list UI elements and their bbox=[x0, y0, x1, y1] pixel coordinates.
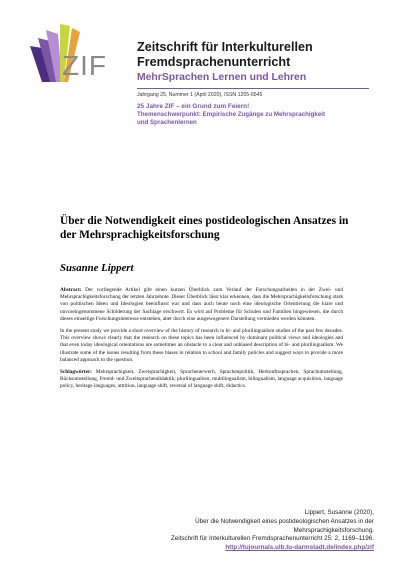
volume-info: Jahrgang 25, Nummer 1 (April 2020), ISSN 1205-6545 bbox=[137, 92, 263, 98]
journal-header bbox=[137, 40, 387, 127]
article-abstract-block bbox=[60, 287, 343, 396]
citation-line-1: Lippert, Susanne (2020), bbox=[304, 509, 374, 516]
citation-block bbox=[44, 509, 374, 553]
abstract-label: Abstract: bbox=[60, 287, 82, 293]
journal-title: Zeitschrift für Interkulturellen Fremdsprachenunterricht bbox=[137, 40, 313, 69]
abstract-english: In the present study we provide a short overview of the history of research in bi- and plurilingualism studies of the past few decades. This overview shows clearly that the research on these topics has been influenced by dominant political views and ideologies and that even today ideological orientations are sometimes an obstacle to a clear and unbiased description of bi- and plurilingualism. We illustrate some of the issues resulting from these biases in relation to school and family policies and suggest ways to provide a more balanced approach to the question. bbox=[60, 328, 343, 363]
abstract-german bbox=[60, 287, 343, 323]
abstract-german-text: Der vorliegende Artikel gibt einen kurzen Überblick zum Verlauf der Forschungsarbeiten in der Zwei- und Mehrsprachigkeitsforschung der letzten Jahrzehnte. Dieser Überblick lässt klar erkennen, dass die Mehrsprachigkeitsforschung stark von politischen Ideen und Ideologien beeinflusst war und dass auch heute noch eine ideologische Orientierung die klare und unvoreingenommene Schilderung der Sachlage erschwert. Es wird auf Probleme für Schulen und Familien hingewiesen, die durch dieses einseitige Forschungsinteresse entstehen, aber durch eine ausgewogenere Darstellung vermieden werden könnten. bbox=[60, 287, 343, 322]
article-author: Susanne Lippert bbox=[60, 262, 134, 274]
keywords-label: Schlagwörter: bbox=[60, 369, 93, 376]
citation-line-2: Über die Notwendigkeit eines postideologischen Ansatzes in der bbox=[195, 517, 374, 525]
theme-line: Themenschwerpunkt: Empirische Zugänge zu Mehrsprachigkeit und Sprachenlernen bbox=[137, 111, 326, 126]
journal-link[interactable]: http://tujournals.ulb.tu-darmstadt.de/index.php/zif bbox=[225, 544, 374, 552]
keywords-text: Mehrsprachigkeit, Zweisprachigkeit, Sprachenerwerb, Sprachenpolitik, Herkunftssprachen, Sprachumstellung, Rücksumstellung, Fremd- und Zweitsprachendidaktik; plurilingualism, multilingualism, bilingualism, language acquisition, language policy, heritage languages, attrition, language shift, reversal of language shift, didactics. bbox=[60, 369, 344, 390]
journal-subtitle: MehrSprachen Lernen und Lehren bbox=[137, 72, 307, 83]
zif-logo-text: ZIF bbox=[62, 50, 107, 81]
keywords bbox=[60, 369, 343, 391]
header-divider bbox=[137, 88, 369, 89]
anniversary-line: 25 Jahre ZIF – ein Grund zum Feiern! bbox=[137, 103, 250, 110]
citation-line-4: Zeitschrift für Interkulturellen Fremdsprachenunterricht 25: 2, 1169–1196. bbox=[170, 535, 374, 543]
citation-line-3: Mehrsprachigkeitsforschung. bbox=[293, 526, 374, 534]
article-title: Über die Notwendigkeit eines postideologischen Ansatzes in der Mehrsprachigkeitsforschung bbox=[60, 215, 349, 241]
